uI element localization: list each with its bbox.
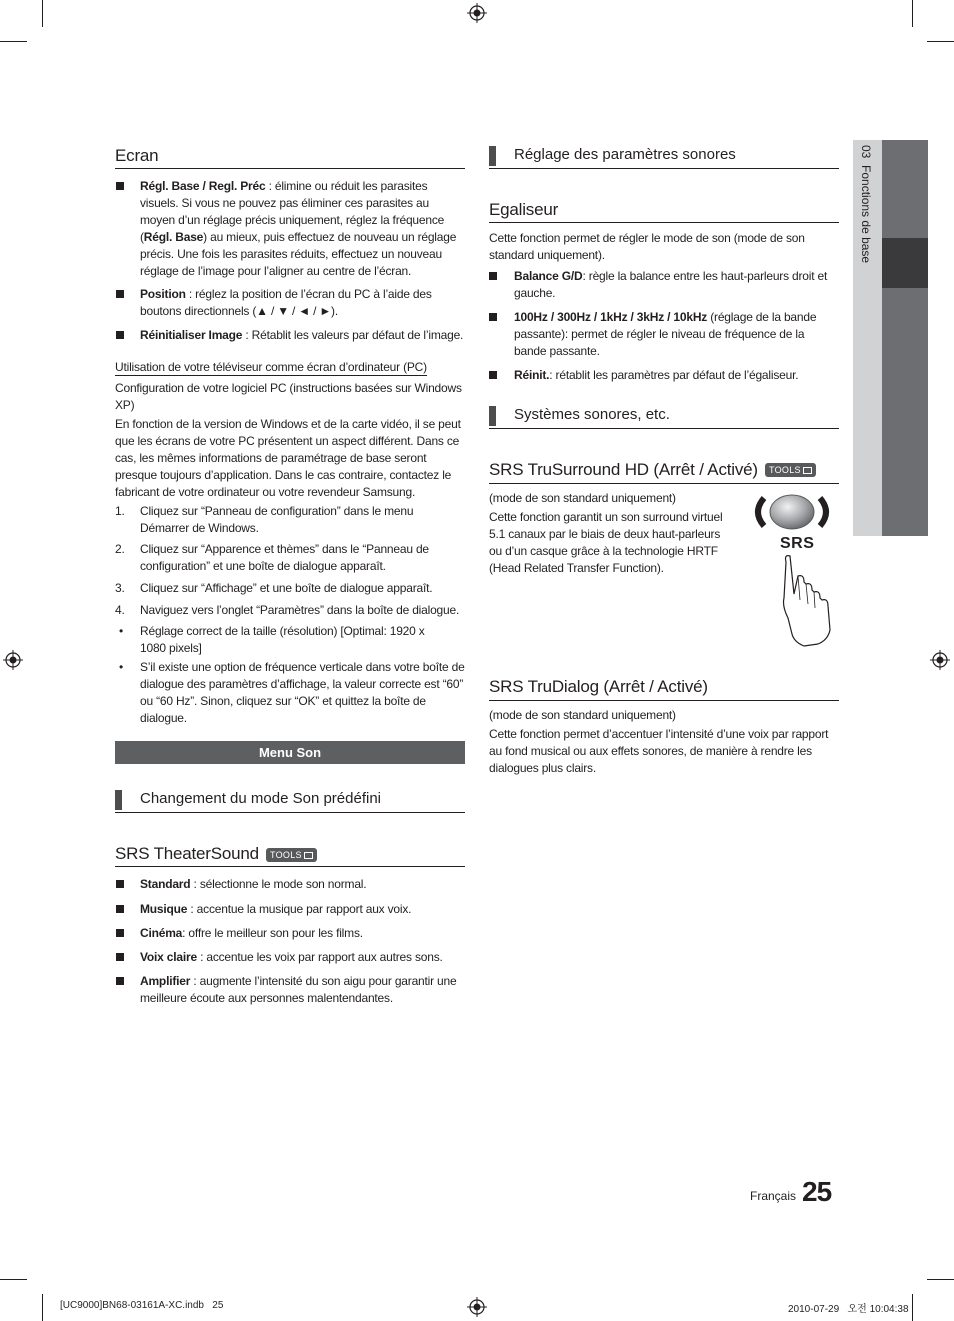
theatersound-item — [140, 973, 465, 1007]
desc: : accentue la musique par rapport aux voix. — [187, 902, 412, 916]
step-text: Naviguez vers l’onglet “Paramètres” dans la boîte de dialogue. — [140, 603, 460, 617]
bullet-square — [489, 272, 497, 280]
pc-heading-text: Utilisation de votre téléviseur comme écran d’ordinateur (PC) — [115, 360, 427, 374]
subheading-marker — [489, 406, 496, 426]
ecran-item-3 — [140, 327, 465, 344]
egaliseur-item — [514, 309, 839, 360]
tools-icon — [803, 467, 812, 474]
section-title-trudialog: SRS TruDialog (Arrêt / Activé) — [489, 677, 708, 696]
desc: : élimine ou réduit les parasites visuels. Si vous ne pouvez pas éliminer ces parasites au moyen d’un réglage précis uniquement, réglez la fréquence ( — [140, 179, 445, 244]
chapter-title: Fonctions de base — [859, 165, 873, 264]
crop-mark — [927, 41, 954, 42]
term: Position — [140, 287, 186, 301]
trusurround-note: (mode de son standard uniquement) — [489, 491, 676, 505]
chapter-number: 03 — [859, 145, 873, 159]
tools-label: TOOLS — [270, 850, 302, 860]
theatersound-item — [140, 901, 465, 918]
desc: : rétablit les paramètres par défaut de l’égaliseur. — [549, 368, 799, 382]
term: Réinitialiser Image — [140, 328, 243, 342]
srs-logo-text: SRS — [780, 535, 815, 552]
registration-mark-icon — [467, 3, 487, 23]
subheading-marker — [489, 146, 496, 166]
bullet-square — [116, 880, 124, 888]
crop-mark — [42, 0, 43, 27]
desc: : augmente l’intensité du son aigu pour garantir une meilleure écoute aux personnes malentendantes. — [140, 974, 457, 1005]
bullet-dot: • — [119, 660, 124, 674]
term: Balance G/D — [514, 269, 583, 283]
trudialog-note: (mode de son standard uniquement) — [489, 708, 676, 722]
subheading-systemes: Systèmes sonores, etc. — [514, 406, 670, 423]
bullet-square — [116, 953, 124, 961]
heading-rule — [489, 222, 839, 223]
step-number: 2. — [115, 542, 125, 556]
subheading-reglage: Réglage des paramètres sonores — [514, 146, 736, 163]
heading-rule — [489, 700, 839, 701]
crop-mark — [912, 0, 913, 27]
theatersound-item — [140, 876, 465, 893]
egaliseur-item — [514, 367, 839, 384]
step-text: Cliquez sur “Apparence et thèmes” dans le “Panneau de configuration” et une boîte de dialogue apparaît. — [140, 542, 429, 573]
step-text: Cliquez sur “Panneau de configuration” dans le menu Démarrer de Windows. — [140, 504, 414, 535]
egaliseur-item — [514, 268, 839, 302]
desc: : accentue les voix par rapport aux autres sons. — [196, 950, 443, 964]
tools-badge — [765, 463, 816, 477]
crop-mark — [0, 1279, 27, 1280]
desc: : réglez la position de l’écran du PC à l’aide des boutons directionnels (▲ / ▼ / ◄ / ►). — [140, 287, 432, 318]
pc-para-1: Configuration de votre logiciel PC (instructions basées sur Windows XP) — [115, 381, 462, 412]
step-text: Cliquez sur “Affichage” et une boîte de dialogue apparaît. — [140, 581, 433, 595]
footer-language: Français — [750, 1189, 797, 1203]
side-tab-active — [882, 238, 928, 288]
crop-mark — [0, 41, 27, 42]
section-title-theatersound: SRS TheaterSound — [115, 844, 259, 863]
bullet-square — [116, 290, 124, 298]
desc: : règle la balance entre les haut-parleurs droit et gauche. — [514, 269, 828, 300]
trusurround-text: Cette fonction garantit un son surround virtuel 5.1 canaux par le biais de deux haut-parleurs ou d’un casque grâce à la technologie HRTF (Head Related Transfer Function). — [489, 510, 723, 575]
crop-mark — [927, 1279, 954, 1280]
pc-para-2: En fonction de la version de Windows et de la carte vidéo, il se peut que les écrans de votre PC présentent un aspect différent. Dans ce cas, les mêmes informations de paramétrage de base seront presque toujours d’application. Dans le cas contraire, contactez le fabricant de votre ordinateur ou votre revendeur Samsung. — [115, 417, 461, 499]
tools-badge — [266, 848, 317, 862]
ecran-item-1 — [140, 178, 465, 280]
term: Régl. Base — [143, 230, 204, 244]
term: Cinéma — [140, 926, 183, 940]
crop-mark — [912, 1294, 913, 1321]
term: Standard — [140, 877, 191, 891]
heading-rule — [489, 428, 839, 429]
trudialog-text: Cette fonction permet d’accentuer l’intensité d’une voix par rapport au fond musical ou aux effets sonores, de manière à rendre les dialogues plus clairs. — [489, 727, 829, 775]
side-tab-dark — [882, 140, 928, 536]
registration-mark-icon — [467, 1297, 487, 1317]
footer-timestamp: 2010-07-29 오전 10:04:38 — [788, 1304, 909, 1315]
registration-mark-icon — [930, 650, 950, 670]
subheading-marker — [115, 790, 122, 810]
bullet-square — [116, 331, 124, 339]
heading-rule — [115, 866, 465, 867]
heading-rule — [489, 168, 839, 169]
desc: : sélectionne le mode son normal. — [190, 877, 367, 891]
bullet-square — [489, 313, 497, 321]
theatersound-item — [140, 949, 465, 966]
section-title-egaliseur: Egaliseur — [489, 200, 559, 219]
term: Musique — [140, 902, 188, 916]
tools-icon — [304, 852, 313, 859]
section-title-trusurround: SRS TruSurround HD (Arrêt / Activé) — [489, 460, 758, 479]
desc: ) au mieux, puis effectuez de nouveau un réglage précis. Une fois les parasites réduits, effectuez un nouveau réglage de l’image pour l’aligner au centre de l’écran. — [140, 230, 457, 278]
pc-bullet-2: S’il existe une option de fréquence verticale dans votre boîte de dialogue des paramètres d’affichage, la valeur correcte est “60” ou “60 Hz”. Sinon, cliquez sur “OK” et quittez la boîte de dialogue. — [140, 660, 465, 725]
bullet-square — [489, 371, 497, 379]
step-number: 4. — [115, 603, 125, 617]
term: Voix claire — [140, 950, 197, 964]
term: Régl. Base / Regl. Préc — [140, 179, 266, 193]
srs-remote-button-icon — [748, 490, 836, 650]
bullet-square — [116, 977, 124, 985]
page-number: 25 — [802, 1176, 832, 1207]
desc: : Rétablit les valeurs par défaut de l’image. — [242, 328, 464, 342]
bullet-square — [116, 905, 124, 913]
chapter-label — [859, 145, 873, 263]
theatersound-item — [140, 925, 465, 942]
footer-file-info: [UC9000]BN68-03161A-XC.indb 25 — [60, 1300, 224, 1311]
desc: : offre le meilleur son pour les films. — [182, 926, 363, 940]
ecran-item-2 — [140, 286, 465, 320]
term: 100Hz / 300Hz / 1kHz / 3kHz / 10kHz — [514, 310, 708, 324]
pc-bullet-1: Réglage correct de la taille (résolution) [Optimal: 1920 x 1080 pixels] — [140, 624, 425, 655]
egaliseur-intro: Cette fonction permet de régler le mode de son (mode de son standard uniquement). — [489, 231, 805, 262]
tools-label: TOOLS — [769, 465, 801, 475]
section-title-ecran: Ecran — [115, 146, 159, 165]
heading-rule — [489, 483, 839, 484]
step-number: 3. — [115, 581, 125, 595]
desc: (réglage de la bande passante): permet de régler le niveau de fréquence de la bande passante. — [514, 310, 817, 358]
step-number: 1. — [115, 504, 125, 518]
subheading-change-mode: Changement du mode Son prédéfini — [140, 790, 381, 807]
bullet-square — [116, 182, 124, 190]
term: Réinit. — [514, 368, 550, 382]
heading-rule — [115, 168, 465, 169]
term: Amplifier — [140, 974, 191, 988]
heading-rule — [115, 812, 465, 813]
registration-mark-icon — [3, 650, 23, 670]
bullet-square — [116, 929, 124, 937]
crop-mark — [42, 1294, 43, 1321]
pc-heading — [115, 359, 427, 376]
menu-son-bar: Menu Son — [115, 741, 465, 764]
bullet-dot: • — [119, 624, 124, 638]
